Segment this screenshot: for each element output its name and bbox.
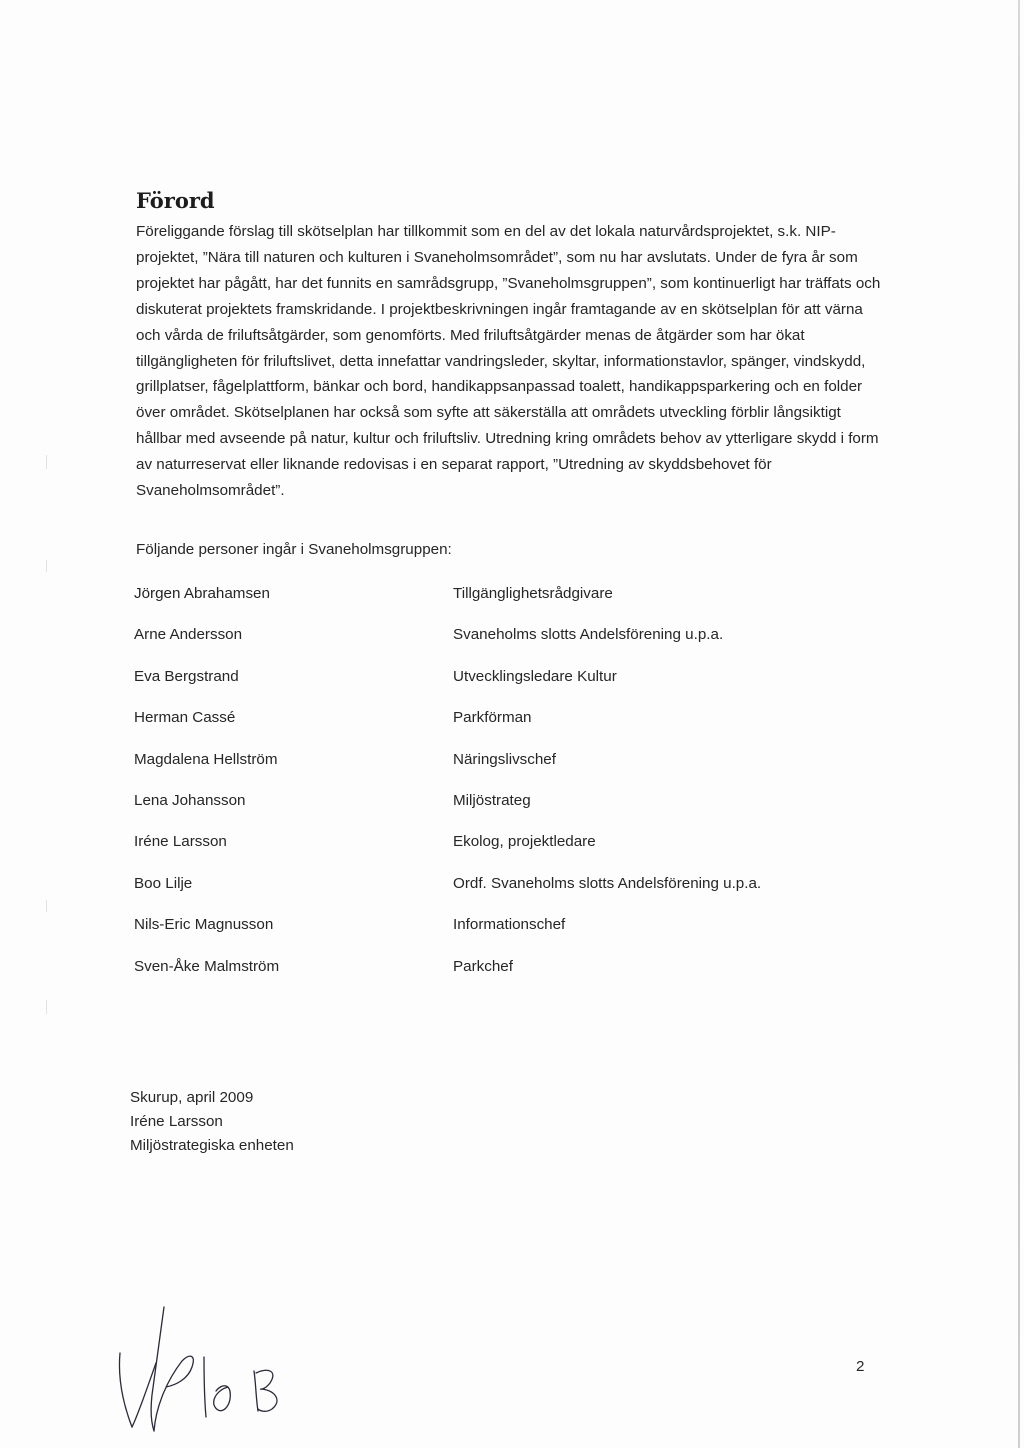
list-item bbox=[134, 585, 834, 626]
member-name: Eva Bergstrand bbox=[134, 667, 239, 685]
list-item bbox=[134, 916, 834, 957]
intro-paragraph: Föreliggande förslag till skötselplan har tillkommit som en del av det lokala naturvårdsprojektet, s.k. NIP-projektet, ”Nära till naturen och kulturen i Svaneholmsområdet”, som nu har avslutats. Under de fyra år som projektet har pågått, har det funnits en samrådsgrupp, ”Svaneholmsgruppen”, som kontinuerligt har träffats och diskuterat projektets framskridande. I projektbeskrivningen ingår framtagande av en skötselplan för att värna och vårda de friluftsåtgärder, som genomförts. Med friluftsåtgärder menas de åtgärder som har ökat tillgängligheten för friluftslivet, detta innefattar vandringsleder, skyltar, informationstavlor, spänger, vindskydd, grillplatser, fågelplattform, bänkar och bord, handikappsanpassad toalett, handikappsparkering och en folder över området. Skötselplanen har också som syfte att säkerställa att områdets utveckling förblir långsiktigt hållbar med avseende på natur, kultur och friluftsliv. Utredning kring områdets behov av ytterligare skydd i form av naturreservat eller liknande redovisas i en separat rapport, ”Utredning av skyddsbehovet för Svaneholmsområdet”. bbox=[136, 223, 881, 500]
member-name: Boo Lilje bbox=[134, 874, 193, 892]
page-number: 2 bbox=[856, 1358, 865, 1375]
list-item bbox=[134, 668, 834, 709]
list-item bbox=[134, 833, 834, 874]
signoff-author: Iréne Larsson bbox=[130, 1113, 223, 1130]
list-item bbox=[134, 958, 834, 999]
handwritten-signature bbox=[112, 1305, 302, 1435]
member-name: Jörgen Abrahamsen bbox=[134, 585, 270, 602]
member-role: Informationschef bbox=[453, 916, 566, 934]
member-role: Parkchef bbox=[453, 957, 513, 975]
member-role: Ordf. Svaneholms slotts Andelsförening u.p.a. bbox=[453, 874, 762, 892]
signoff-block bbox=[130, 1086, 294, 1158]
signoff-unit: Miljöstrategiska enheten bbox=[130, 1137, 294, 1154]
scan-edge bbox=[1018, 0, 1020, 1448]
member-name: Iréne Larsson bbox=[134, 833, 227, 851]
list-item bbox=[134, 626, 834, 667]
members-list bbox=[134, 585, 834, 999]
members-heading: Följande personer ingår i Svaneholmsgruppen: bbox=[136, 541, 452, 558]
list-item bbox=[134, 751, 834, 792]
page-title: Förord bbox=[136, 188, 215, 213]
member-role: Utvecklingsledare Kultur bbox=[453, 667, 617, 685]
list-item bbox=[134, 792, 834, 833]
member-role: Tillgänglighetsrådgivare bbox=[453, 585, 613, 602]
member-name: Herman Cassé bbox=[134, 709, 236, 727]
list-item bbox=[134, 875, 834, 916]
member-role: Ekolog, projektledare bbox=[453, 833, 596, 851]
scan-mark bbox=[46, 560, 47, 572]
member-name: Magdalena Hellström bbox=[134, 750, 278, 768]
scan-mark bbox=[46, 1000, 47, 1014]
member-name: Sven-Åke Malmström bbox=[134, 957, 280, 975]
scan-mark bbox=[46, 900, 47, 912]
member-role: Miljöstrateg bbox=[453, 791, 531, 809]
signoff-place-date: Skurup, april 2009 bbox=[130, 1089, 254, 1106]
scan-mark bbox=[46, 455, 47, 469]
member-role: Svaneholms slotts Andelsförening u.p.a. bbox=[453, 626, 724, 644]
member-name: Nils-Eric Magnusson bbox=[134, 916, 274, 934]
member-role: Näringslivschef bbox=[453, 750, 556, 768]
member-role: Parkförman bbox=[453, 709, 532, 727]
list-item bbox=[134, 709, 834, 750]
member-name: Lena Johansson bbox=[134, 791, 246, 809]
member-name: Arne Andersson bbox=[134, 626, 243, 644]
